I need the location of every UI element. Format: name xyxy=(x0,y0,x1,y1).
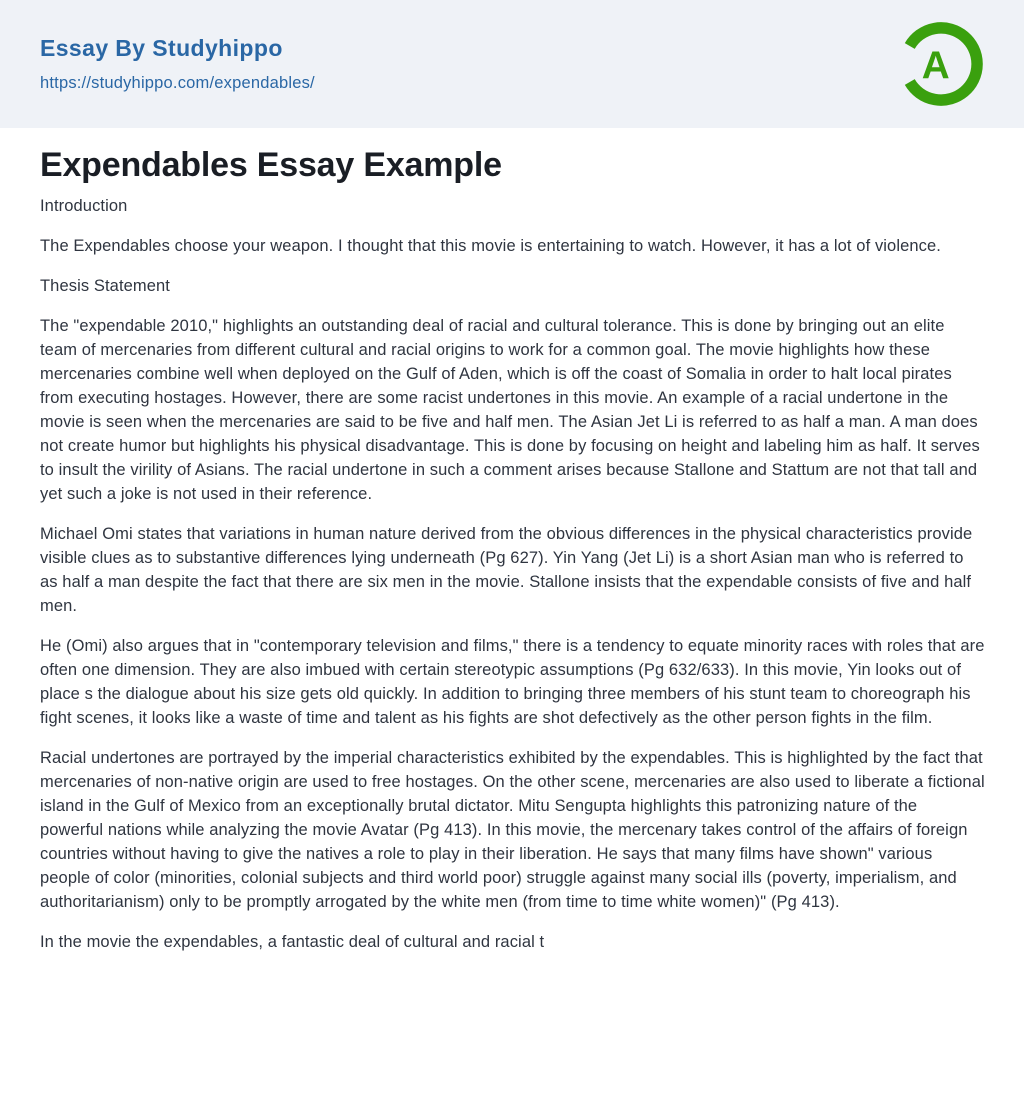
page-title: Expendables Essay Example xyxy=(40,146,502,184)
logo-letter: A xyxy=(921,44,950,88)
essay-paragraph-intro: The Expendables choose your weapon. I thought that this movie is entertaining to watch. However, it has a lot of violence. xyxy=(40,237,941,255)
essay-article xyxy=(0,128,1024,954)
page-header xyxy=(0,0,1024,128)
essay-paragraph-racial-undertones: Racial undertones are portrayed by the imperial characteristics exhibited by the expendables. This is highlighted by the fact that mercenaries of non-native origin are used to free hostages. On the other scene, mercenaries are also used to liberate a fictional island in the Gulf of Mexico from an exceptionally brutal dictator. Mitu Sengupta highlights this patronizing nature of the powerful nations while analyzing the movie Avatar (Pg 413). In this movie, the mercenary takes control of the affairs of foreign countries without having to give the natives a role to play in their liberation. He says that many films have shown" various people of color (minorities, colonial subjects and third world poor) struggle against many social ills (poverty, imperialism, and authoritarianism) only to be promptly arrogated by the white men (from time to time white women)" (Pg 413). xyxy=(40,749,985,911)
section-label-introduction: Introduction xyxy=(40,197,128,215)
section-label-thesis-statement: Thesis Statement xyxy=(40,277,170,295)
header-text-block xyxy=(40,35,315,94)
essay-paragraph-omi-states: Michael Omi states that variations in human nature derived from the obvious differences in the physical characteristics provide visible clues as to substantive differences lying underneath (Pg 627). Yin Yang (Jet Li) is a short Asian man who is referred to as half a man despite the fact that there are six men in the movie. Stallone insists that the expendable consists of five and half men. xyxy=(40,525,973,615)
source-url-link[interactable]: https://studyhippo.com/expendables/ xyxy=(40,74,315,93)
essay-paragraph-truncated: In the movie the expendables, a fantastic deal of cultural and racial t xyxy=(40,933,545,951)
studyhippo-logo-icon xyxy=(897,20,985,108)
essay-paragraph-thesis: The "expendable 2010," highlights an outstanding deal of racial and cultural tolerance. This is done by bringing out an elite team of mercenaries from different cultural and racial origins to work for a common goal. The movie highlights how these mercenaries combine well when deployed on the Gulf of Aden, which is off the coast of Somalia in order to halt local pirates from executing hostages. However, there are some racist undertones in this movie. An example of a racial undertone in the movie is seen when the mercenaries are said to be five and half men. The Asian Jet Li is referred to as half a man. A man does not create humor but highlights his physical disadvantage. This is done by focusing on height and labeling him as half. It serves to insult the virility of Asians. The racial undertone in such a comment arises because Stallone and Stattum are not that tall and yet such a joke is not used in their reference. xyxy=(40,317,980,503)
essay-paragraph-omi-argues: He (Omi) also argues that in "contemporary television and films," there is a tendency to equate minority races with roles that are often one dimension. They are also imbued with certain stereotypic assumptions (Pg 632/633). In this movie, Yin looks out of place s the dialogue about his size gets old quickly. In addition to bringing three members of his stunt team to choreograph his fight scenes, it looks like a waste of time and talent as his fights are shot defectively as the other person fights in the film. xyxy=(40,637,985,727)
site-title: Essay By Studyhippo xyxy=(40,34,283,61)
